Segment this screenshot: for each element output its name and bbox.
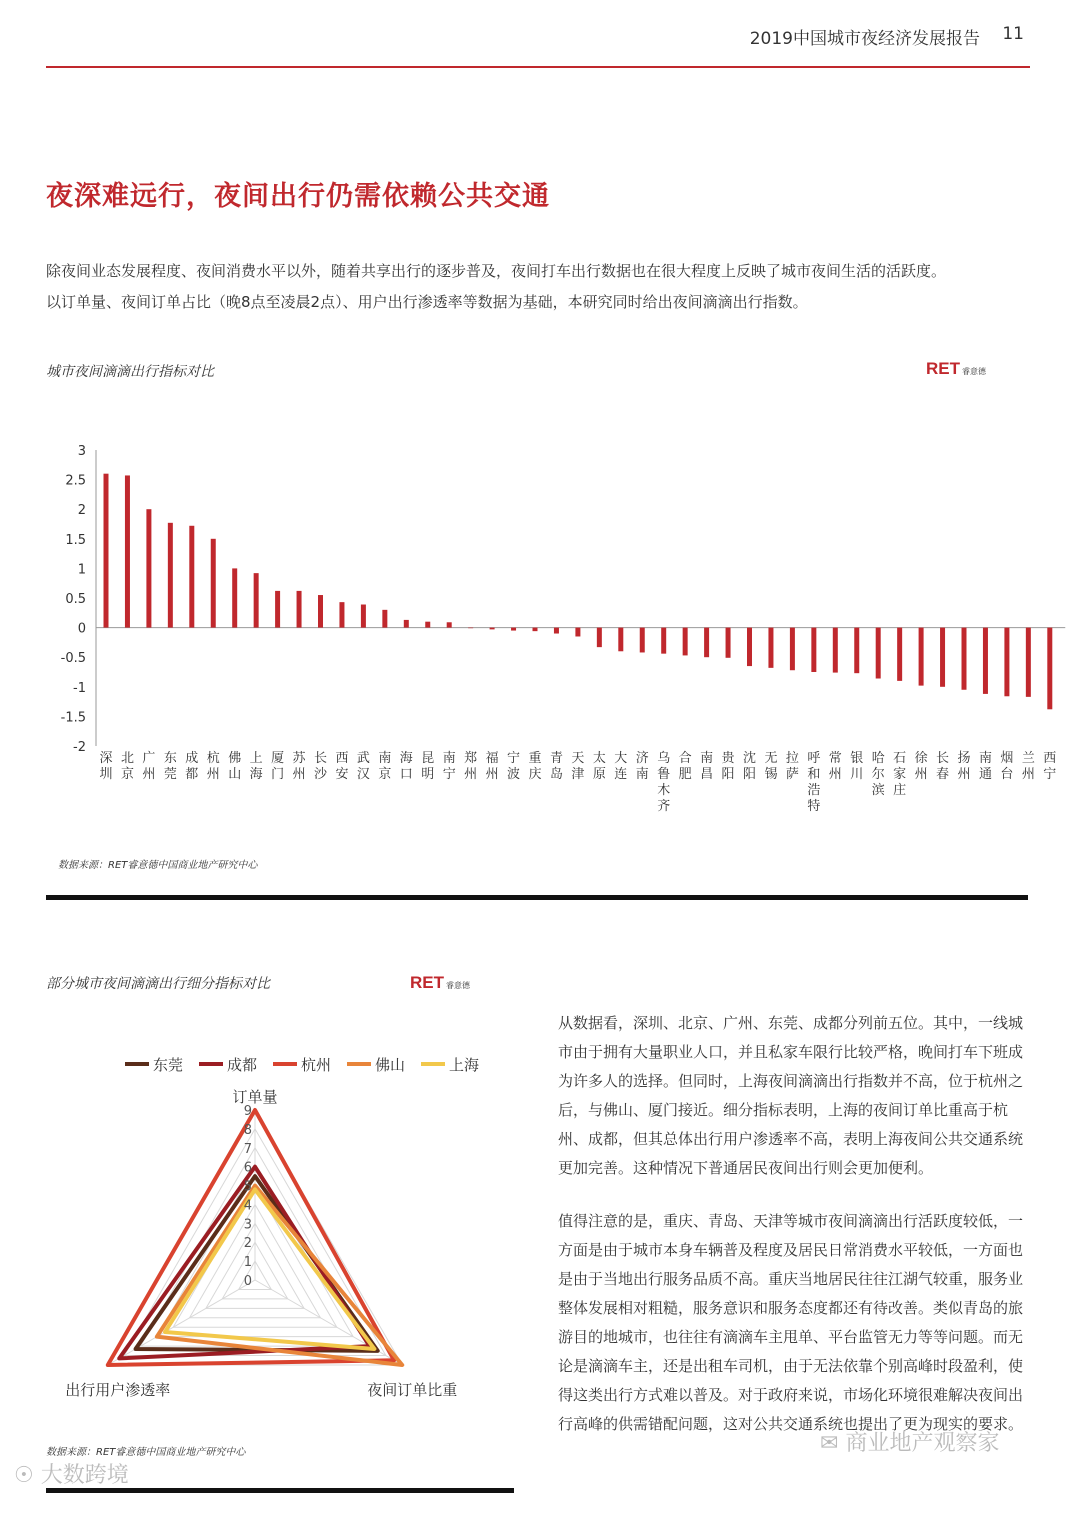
radar-axis-label: 夜间订单比重 [367, 1381, 458, 1399]
bar [318, 595, 323, 628]
y-tick-label: 1 [77, 562, 86, 578]
bar [618, 628, 623, 652]
page-number: 11 [1002, 24, 1024, 44]
bar-chart [0, 430, 1080, 850]
bar [661, 628, 666, 654]
x-tick-label: 无锡 [764, 751, 778, 782]
bar [747, 628, 752, 666]
bar [425, 622, 430, 628]
y-tick-label: 2 [77, 503, 86, 519]
bar [575, 628, 580, 637]
bar [683, 628, 688, 656]
header-rule [46, 66, 1030, 68]
bar [854, 628, 859, 674]
bar [468, 628, 473, 629]
radar-tick-label: 7 [243, 1141, 252, 1157]
logo-mark: RET [926, 359, 960, 378]
bar [533, 628, 538, 632]
radar-tick-label: 5 [243, 1179, 252, 1195]
x-tick-label: 北京 [120, 751, 134, 782]
bar [876, 628, 881, 679]
x-tick-label: 昆明 [421, 751, 435, 782]
bar [1026, 628, 1031, 697]
ret-logo-2 [410, 973, 470, 993]
x-tick-label: 拉萨 [785, 751, 799, 782]
watermark-right-text: 商业地产观察家 [845, 1431, 1000, 1456]
x-tick-label: 西安 [335, 751, 349, 782]
report-title: 2019中国城市夜经济发展报告 [749, 29, 980, 49]
analysis-text [558, 1009, 1028, 1463]
bar [189, 526, 194, 628]
weibo-icon: ☉ [14, 1463, 34, 1488]
bar [168, 523, 173, 628]
watermark-left [14, 1458, 129, 1489]
x-tick-label: 重庆 [528, 751, 542, 782]
bar [640, 628, 645, 653]
logo-mark-2: RET [410, 973, 444, 992]
x-tick-label: 武汉 [356, 751, 370, 782]
bar-chart-source: 数据来源：RET睿意德中国商业地产研究中心 [58, 860, 258, 871]
bar [232, 568, 237, 627]
bar [1004, 628, 1009, 697]
radar-tick-label: 0 [243, 1274, 252, 1289]
x-tick-label: 沈阳 [742, 751, 757, 782]
bar [940, 628, 945, 687]
bar [297, 591, 302, 628]
y-tick-label: 0.5 [65, 592, 86, 607]
y-tick-label: -2 [73, 740, 86, 755]
bar [146, 509, 151, 627]
bar [447, 622, 452, 627]
radar-chart-title: 部分城市夜间滴滴出行细分指标对比 [46, 976, 270, 992]
x-tick-label: 东莞 [163, 751, 177, 782]
bar [104, 474, 109, 628]
x-tick-label: 银川 [850, 751, 864, 782]
bar [125, 475, 130, 627]
y-tick-label: 3 [77, 444, 86, 459]
x-tick-label: 成都 [185, 751, 199, 782]
bar [339, 602, 344, 627]
bar [511, 628, 516, 631]
x-tick-label: 海口 [399, 751, 413, 782]
bar [768, 628, 773, 668]
x-tick-label: 福州 [485, 751, 499, 782]
bar [275, 591, 280, 628]
x-tick-label: 广州 [142, 751, 156, 782]
legend-label: 成都 [227, 1056, 258, 1074]
bar [833, 628, 838, 673]
section-title: 夜深难远行，夜间出行仍需依赖公共交通 [46, 181, 550, 212]
bar [897, 628, 902, 681]
y-tick-label: 2.5 [65, 473, 86, 489]
bar [254, 573, 259, 627]
x-tick-label: 郑州 [464, 751, 478, 782]
bar [1047, 628, 1052, 710]
x-tick-label: 南通 [978, 751, 992, 782]
x-tick-label: 南昌 [700, 751, 714, 782]
x-tick-label: 苏州 [292, 751, 306, 782]
legend-label: 杭州 [301, 1056, 332, 1074]
bar-chart-title: 城市夜间滴滴出行指标对比 [46, 364, 214, 380]
x-tick-label: 贵阳 [721, 751, 735, 782]
x-tick-label: 哈尔滨 [871, 751, 885, 798]
x-tick-label: 宁波 [507, 751, 521, 782]
bar [597, 628, 602, 648]
legend-label: 东莞 [153, 1056, 184, 1074]
bar [811, 628, 816, 672]
x-tick-label: 长春 [936, 751, 950, 782]
x-tick-label: 厦门 [271, 751, 285, 782]
radar-chart-source: 数据来源：RET睿意德中国商业地产研究中心 [46, 1447, 246, 1458]
x-tick-label: 兰州 [1021, 751, 1035, 782]
bar [790, 628, 795, 671]
bar [704, 628, 709, 658]
x-tick-label: 青岛 [549, 751, 563, 782]
x-tick-label: 常州 [828, 751, 842, 782]
ret-logo [926, 359, 986, 379]
bar [983, 628, 988, 694]
x-tick-label: 西宁 [1043, 751, 1057, 782]
y-tick-label: 0 [77, 621, 86, 637]
section-divider [46, 895, 1028, 900]
watermark-right [820, 1426, 999, 1457]
bar [382, 610, 387, 628]
x-tick-label: 徐州 [914, 751, 928, 782]
x-tick-label: 长沙 [313, 751, 328, 782]
x-tick-label: 石家庄 [893, 751, 907, 798]
x-tick-label: 南宁 [442, 751, 456, 782]
wechat-icon: ✉ [820, 1431, 839, 1456]
radar-tick-label: 1 [243, 1255, 252, 1271]
logo-sub-2: 睿意德 [446, 981, 470, 990]
x-tick-label: 杭州 [206, 751, 220, 782]
radar-axis-label: 出行用户渗透率 [65, 1381, 171, 1399]
x-tick-label: 太原 [592, 751, 606, 782]
legend-label: 佛山 [375, 1056, 406, 1074]
x-tick-label: 大连 [614, 751, 628, 782]
intro-line-2: 以订单量、夜间订单占比（晚8点至凌晨2点）、用户出行渗透率等数据为基础，本研究同时给出夜间滴滴出行指数。 [46, 293, 808, 311]
bar [554, 628, 559, 634]
x-tick-label: 天津 [571, 751, 585, 782]
logo-sub: 睿意德 [962, 367, 986, 376]
y-tick-label: -1 [73, 680, 86, 696]
bar [490, 628, 495, 630]
x-tick-label: 佛山 [228, 751, 242, 782]
x-tick-label: 上海 [249, 751, 263, 782]
y-tick-label: -1.5 [60, 710, 86, 726]
x-tick-label: 扬州 [957, 751, 971, 782]
analysis-paragraph-1: 从数据看，深圳、北京、广州、东莞、成都分列前五位。其中，一线城市由于拥有大量职业人口，并且私家车限行比较严格，晚间打车下班成为许多人的选择。但同时，上海夜间滴滴出行指数并不高，位于杭州之后，与佛山、厦门接近。细分指标表明，上海的夜间订单比重高于杭州、成都，但其总体出行用户渗透率不高，表明上海夜间公共交通系统更加完善。这种情况下普通居民夜间出行则会更加便利。 [558, 1014, 1024, 1177]
radar-tick-label: 6 [243, 1160, 252, 1176]
radar-tick-label: 9 [243, 1104, 252, 1119]
radar-tick-label: 4 [243, 1198, 252, 1214]
radar-tick-label: 2 [243, 1236, 252, 1252]
radar-tick-label: 8 [243, 1122, 252, 1138]
x-tick-label: 济南 [635, 751, 649, 782]
bar [919, 628, 924, 686]
x-tick-label: 深圳 [99, 751, 113, 782]
watermark-left-text: 大数跨境 [40, 1463, 129, 1488]
x-tick-label: 合肥 [678, 751, 692, 782]
intro-line-1: 除夜间业态发展程度、夜间消费水平以外，随着共享出行的逐步普及，夜间打车出行数据也在很大程度上反映了城市夜间生活的活跃度。 [46, 262, 947, 280]
bar [726, 628, 731, 658]
bar [404, 620, 409, 628]
x-tick-label: 烟台 [1000, 751, 1014, 782]
legend-label: 上海 [449, 1056, 480, 1074]
bar [962, 628, 967, 690]
radar-chart [30, 1040, 550, 1420]
y-tick-label: -0.5 [60, 651, 86, 667]
analysis-paragraph-2: 值得注意的是，重庆、青岛、天津等城市夜间滴滴出行活跃度较低，一方面是由于城市本身车辆普及程度及居民日常消费水平较低，一方面也是由于当地出行服务品质不高。重庆当地居民往往江湖气较重，服务业整体发展相对粗糙，服务意识和服务态度都还有待改善。类似青岛的旅游目的地城市，也往往有滴滴车主甩单、平台监管无力等等问题。而无论是滴滴车主，还是出租车司机，由于无法依靠个别高峰时段盈利，使得这类出行方式难以普及。对于政府来说，市场化环境很难解决夜间出行高峰的供需错配问题，这对公共交通系统也提出了更为现实的要求。 [558, 1212, 1024, 1433]
x-tick-label: 南京 [378, 751, 392, 782]
x-tick-label: 呼和浩特 [807, 751, 821, 814]
x-tick-label: 乌鲁木齐 [657, 751, 671, 814]
bar [361, 605, 366, 628]
y-tick-label: 1.5 [65, 532, 86, 548]
radar-axis-label: 订单量 [232, 1088, 278, 1106]
radar-tick-label: 3 [243, 1217, 252, 1233]
bar [211, 539, 216, 628]
